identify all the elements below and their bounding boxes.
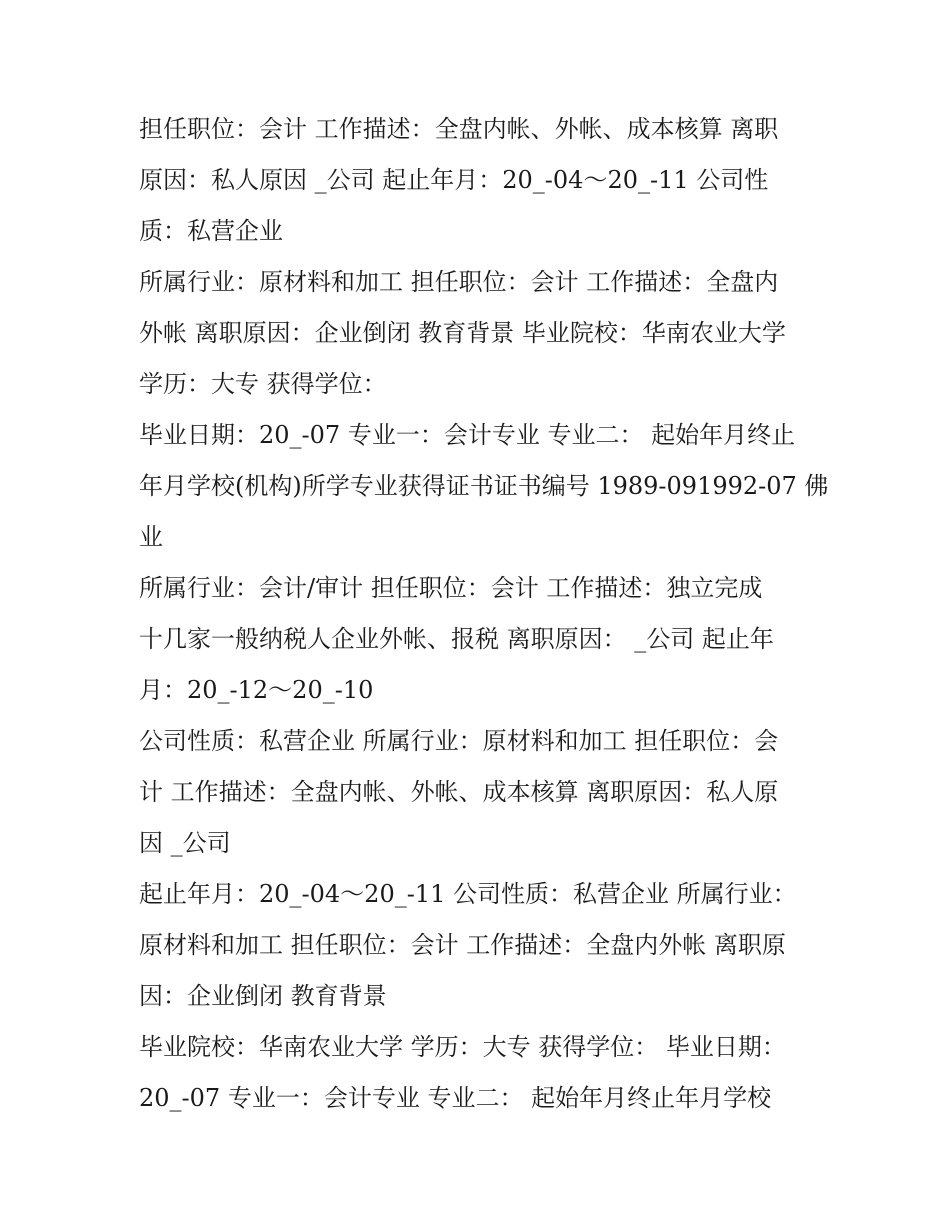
text-line: 原材料和加工 担任职位：会计 工作描述：全盘内外帐 离职原: [139, 931, 786, 959]
text-line: 学历：大专 获得学位：: [139, 370, 387, 398]
text-line: 毕业日期：20_-07 专业一：会计专业 专业二： 起始年月终止: [139, 421, 796, 449]
text-line: 业: [139, 523, 163, 551]
text-line: 原因：私人原因 _公司 起止年月：20_-04～20_-11 公司性: [139, 166, 769, 194]
text-line: 十几家一般纳税人企业外帐、报税 离职原因： _公司 起止年: [139, 625, 774, 653]
text-line: 公司性质：私营企业 所属行业：原材料和加工 担任职位：会: [139, 727, 779, 755]
text-line: 质：私营企业: [139, 217, 283, 245]
text-line: 计 工作描述：全盘内帐、外帐、成本核算 离职原因：私人原: [139, 778, 779, 806]
text-line: 所属行业：会计/审计 担任职位：会计 工作描述：独立完成: [139, 574, 763, 602]
text-line: 毕业院校：华南农业大学 学历：大专 获得学位： 毕业日期：: [139, 1033, 786, 1061]
text-line: 20_-07 专业一：会计专业 专业二： 起始年月终止年月学校: [139, 1084, 772, 1112]
text-line: 外帐 离职原因：企业倒闭 教育背景 毕业院校：华南农业大学: [139, 319, 786, 347]
text-line: 所属行业：原材料和加工 担任职位：会计 工作描述：全盘内: [139, 268, 779, 296]
text-line: 起止年月：20_-04～20_-11 公司性质：私营企业 所属行业：: [139, 880, 797, 908]
text-line: 担任职位：会计 工作描述：全盘内帐、外帐、成本核算 离职: [139, 115, 779, 143]
document-body: [139, 108, 829, 1128]
text-line: 因 _公司: [139, 829, 231, 857]
text-line: 因：企业倒闭 教育背景: [139, 982, 387, 1010]
text-line: 月：20_-12～20_-10: [139, 676, 374, 704]
text-line: 年月学校(机构)所学专业获得证书证书编号 1989-091992-07 佛: [139, 472, 829, 500]
